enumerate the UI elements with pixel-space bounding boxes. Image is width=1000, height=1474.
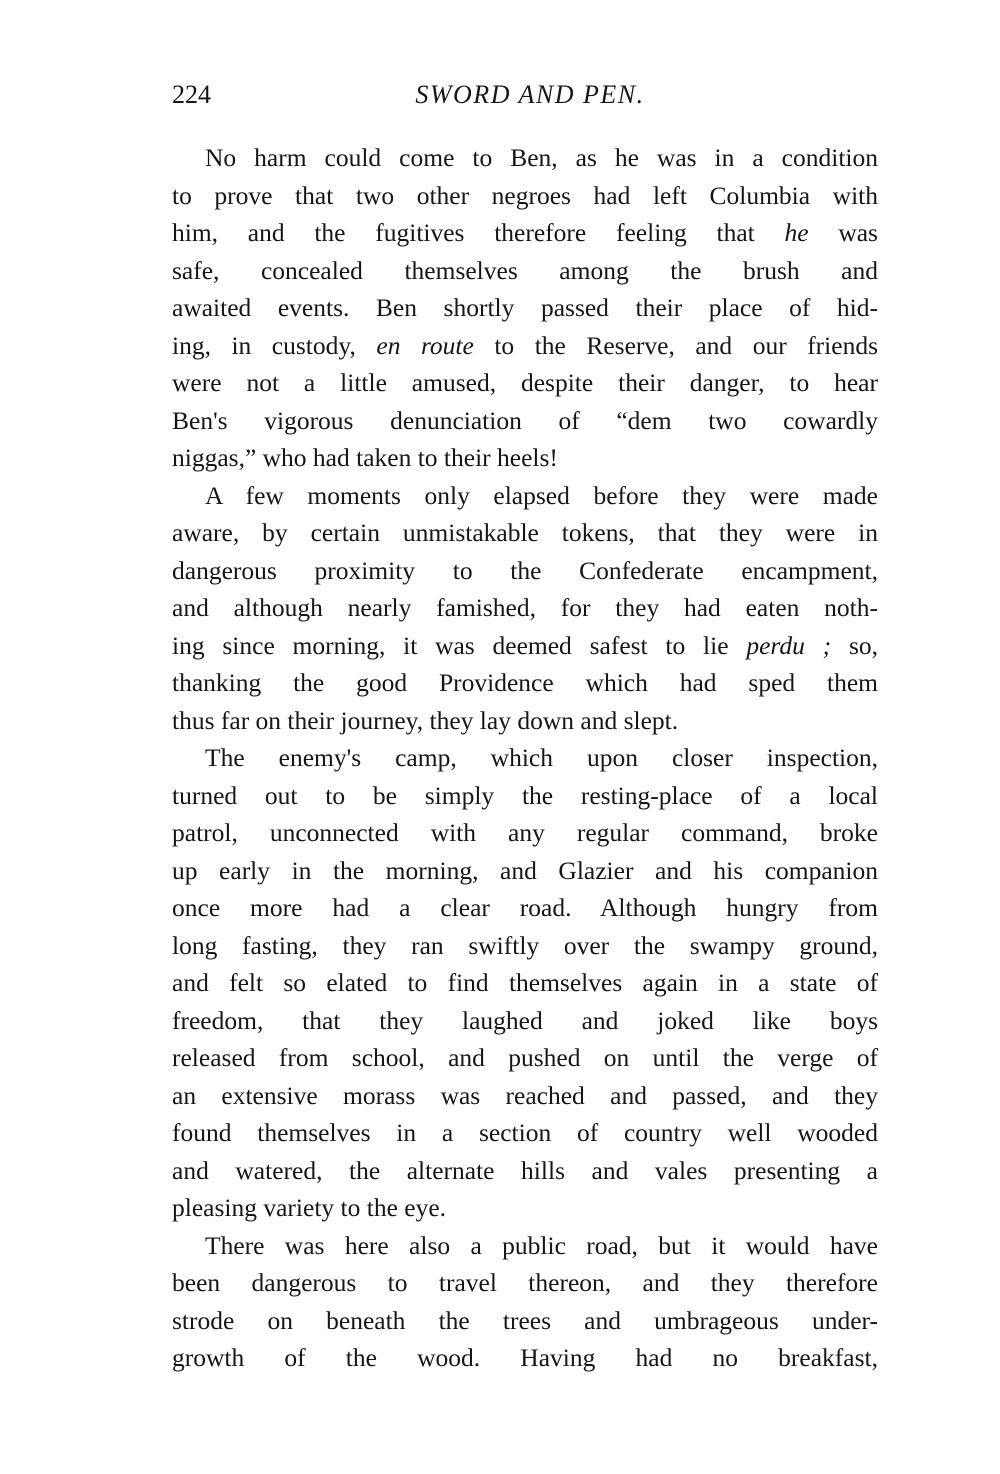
text-line	[172, 177, 878, 215]
italic-text: en route	[376, 330, 474, 360]
text-segment: No harm could come to Ben, as he was in a condition	[205, 143, 878, 172]
text-segment: and although nearly famished, for they had eaten noth-	[172, 593, 878, 622]
text-segment: turned out to be simply the resting-place of a local	[172, 780, 878, 810]
text-line	[172, 327, 878, 365]
text-line	[172, 439, 878, 477]
text-segment: safe, concealed themselves among the brush and	[172, 255, 878, 285]
text-segment: so,	[831, 630, 878, 660]
text-segment: to the Reserve, and our friends	[473, 330, 879, 360]
text-segment: found themselves in a section of country well wooded	[172, 1118, 878, 1147]
text-line	[172, 664, 878, 702]
italic-text: he	[784, 218, 809, 247]
italic-text: perdu ;	[746, 630, 832, 660]
text-segment: ing since morning, it was deemed safest to lie	[172, 630, 747, 660]
text-segment: awaited events. Ben shortly passed their place of hid-	[172, 293, 878, 322]
text-segment: aware, by certain unmistakable tokens, that they were in	[172, 518, 878, 547]
text-segment: thanking the good Providence which had sped them	[172, 668, 878, 697]
text-line	[172, 214, 878, 252]
text-line	[172, 1339, 878, 1377]
text-line	[172, 1227, 878, 1265]
text-segment: A few moments only elapsed before they were made	[205, 480, 878, 510]
text-line	[172, 139, 878, 177]
page-header	[172, 80, 878, 116]
text-segment: The enemy's camp, which upon closer inspection,	[205, 743, 878, 772]
text-line	[172, 1114, 878, 1152]
text-segment: ing, in custody,	[172, 330, 377, 360]
text-segment: freedom, that they laughed and joked like boys	[172, 1005, 878, 1035]
text-segment: once more had a clear road. Although hungry from	[172, 893, 878, 922]
text-line	[172, 289, 878, 327]
text-line	[172, 364, 878, 402]
text-line	[172, 889, 878, 927]
text-segment: been dangerous to travel thereon, and they therefore	[172, 1268, 878, 1297]
text-segment: pleasing variety to the eye.	[172, 1193, 447, 1222]
text-line	[172, 252, 878, 290]
text-segment: up early in the morning, and Glazier and his companion	[172, 855, 878, 885]
text-segment: an extensive morass was reached and passed, and they	[172, 1080, 878, 1110]
text-line	[172, 402, 878, 440]
text-segment: were not a little amused, despite their danger, to hear	[172, 368, 878, 397]
text-line	[172, 552, 878, 590]
text-line	[172, 1189, 878, 1227]
text-segment: him, and the fugitives therefore feeling that	[172, 218, 785, 247]
text-segment: and watered, the alternate hills and vales presenting a	[172, 1155, 878, 1185]
text-segment: Ben's vigorous denunciation of “dem two cowardly	[172, 405, 878, 435]
text-segment: strode on beneath the trees and umbrageous under-	[172, 1305, 878, 1335]
text-segment: was	[808, 218, 878, 247]
text-segment: dangerous proximity to the Confederate encampment,	[172, 555, 878, 585]
text-line	[172, 1002, 878, 1040]
text-line	[172, 814, 878, 852]
text-line	[172, 1077, 878, 1115]
text-line	[172, 1302, 878, 1340]
text-line	[172, 927, 878, 965]
text-segment: released from school, and pushed on until the verge of	[172, 1043, 878, 1072]
text-line	[172, 514, 878, 552]
text-segment: patrol, unconnected with any regular command, broke	[172, 818, 878, 847]
body-text	[172, 139, 878, 1377]
running-title: SWORD AND PEN.	[415, 80, 645, 109]
text-segment: There was here also a public road, but it would have	[205, 1230, 878, 1260]
text-line	[172, 702, 878, 740]
text-line	[172, 627, 878, 665]
page-number: 224	[172, 80, 211, 109]
text-segment: long fasting, they ran swiftly over the swampy ground,	[172, 930, 878, 960]
text-line	[172, 852, 878, 890]
text-segment: to prove that two other negroes had left Columbia with	[172, 180, 878, 210]
text-line	[172, 739, 878, 777]
text-segment: and felt so elated to find themselves again in a state of	[172, 968, 878, 997]
text-line	[172, 1264, 878, 1302]
text-line	[172, 964, 878, 1002]
text-line	[172, 1152, 878, 1190]
text-segment: growth of the wood. Having had no breakfast,	[172, 1343, 878, 1372]
text-segment: thus far on their journey, they lay down and slept.	[172, 705, 679, 735]
text-segment: niggas,” who had taken to their heels!	[172, 443, 558, 472]
text-line	[172, 477, 878, 515]
text-line	[172, 1039, 878, 1077]
text-line	[172, 589, 878, 627]
text-line	[172, 777, 878, 815]
